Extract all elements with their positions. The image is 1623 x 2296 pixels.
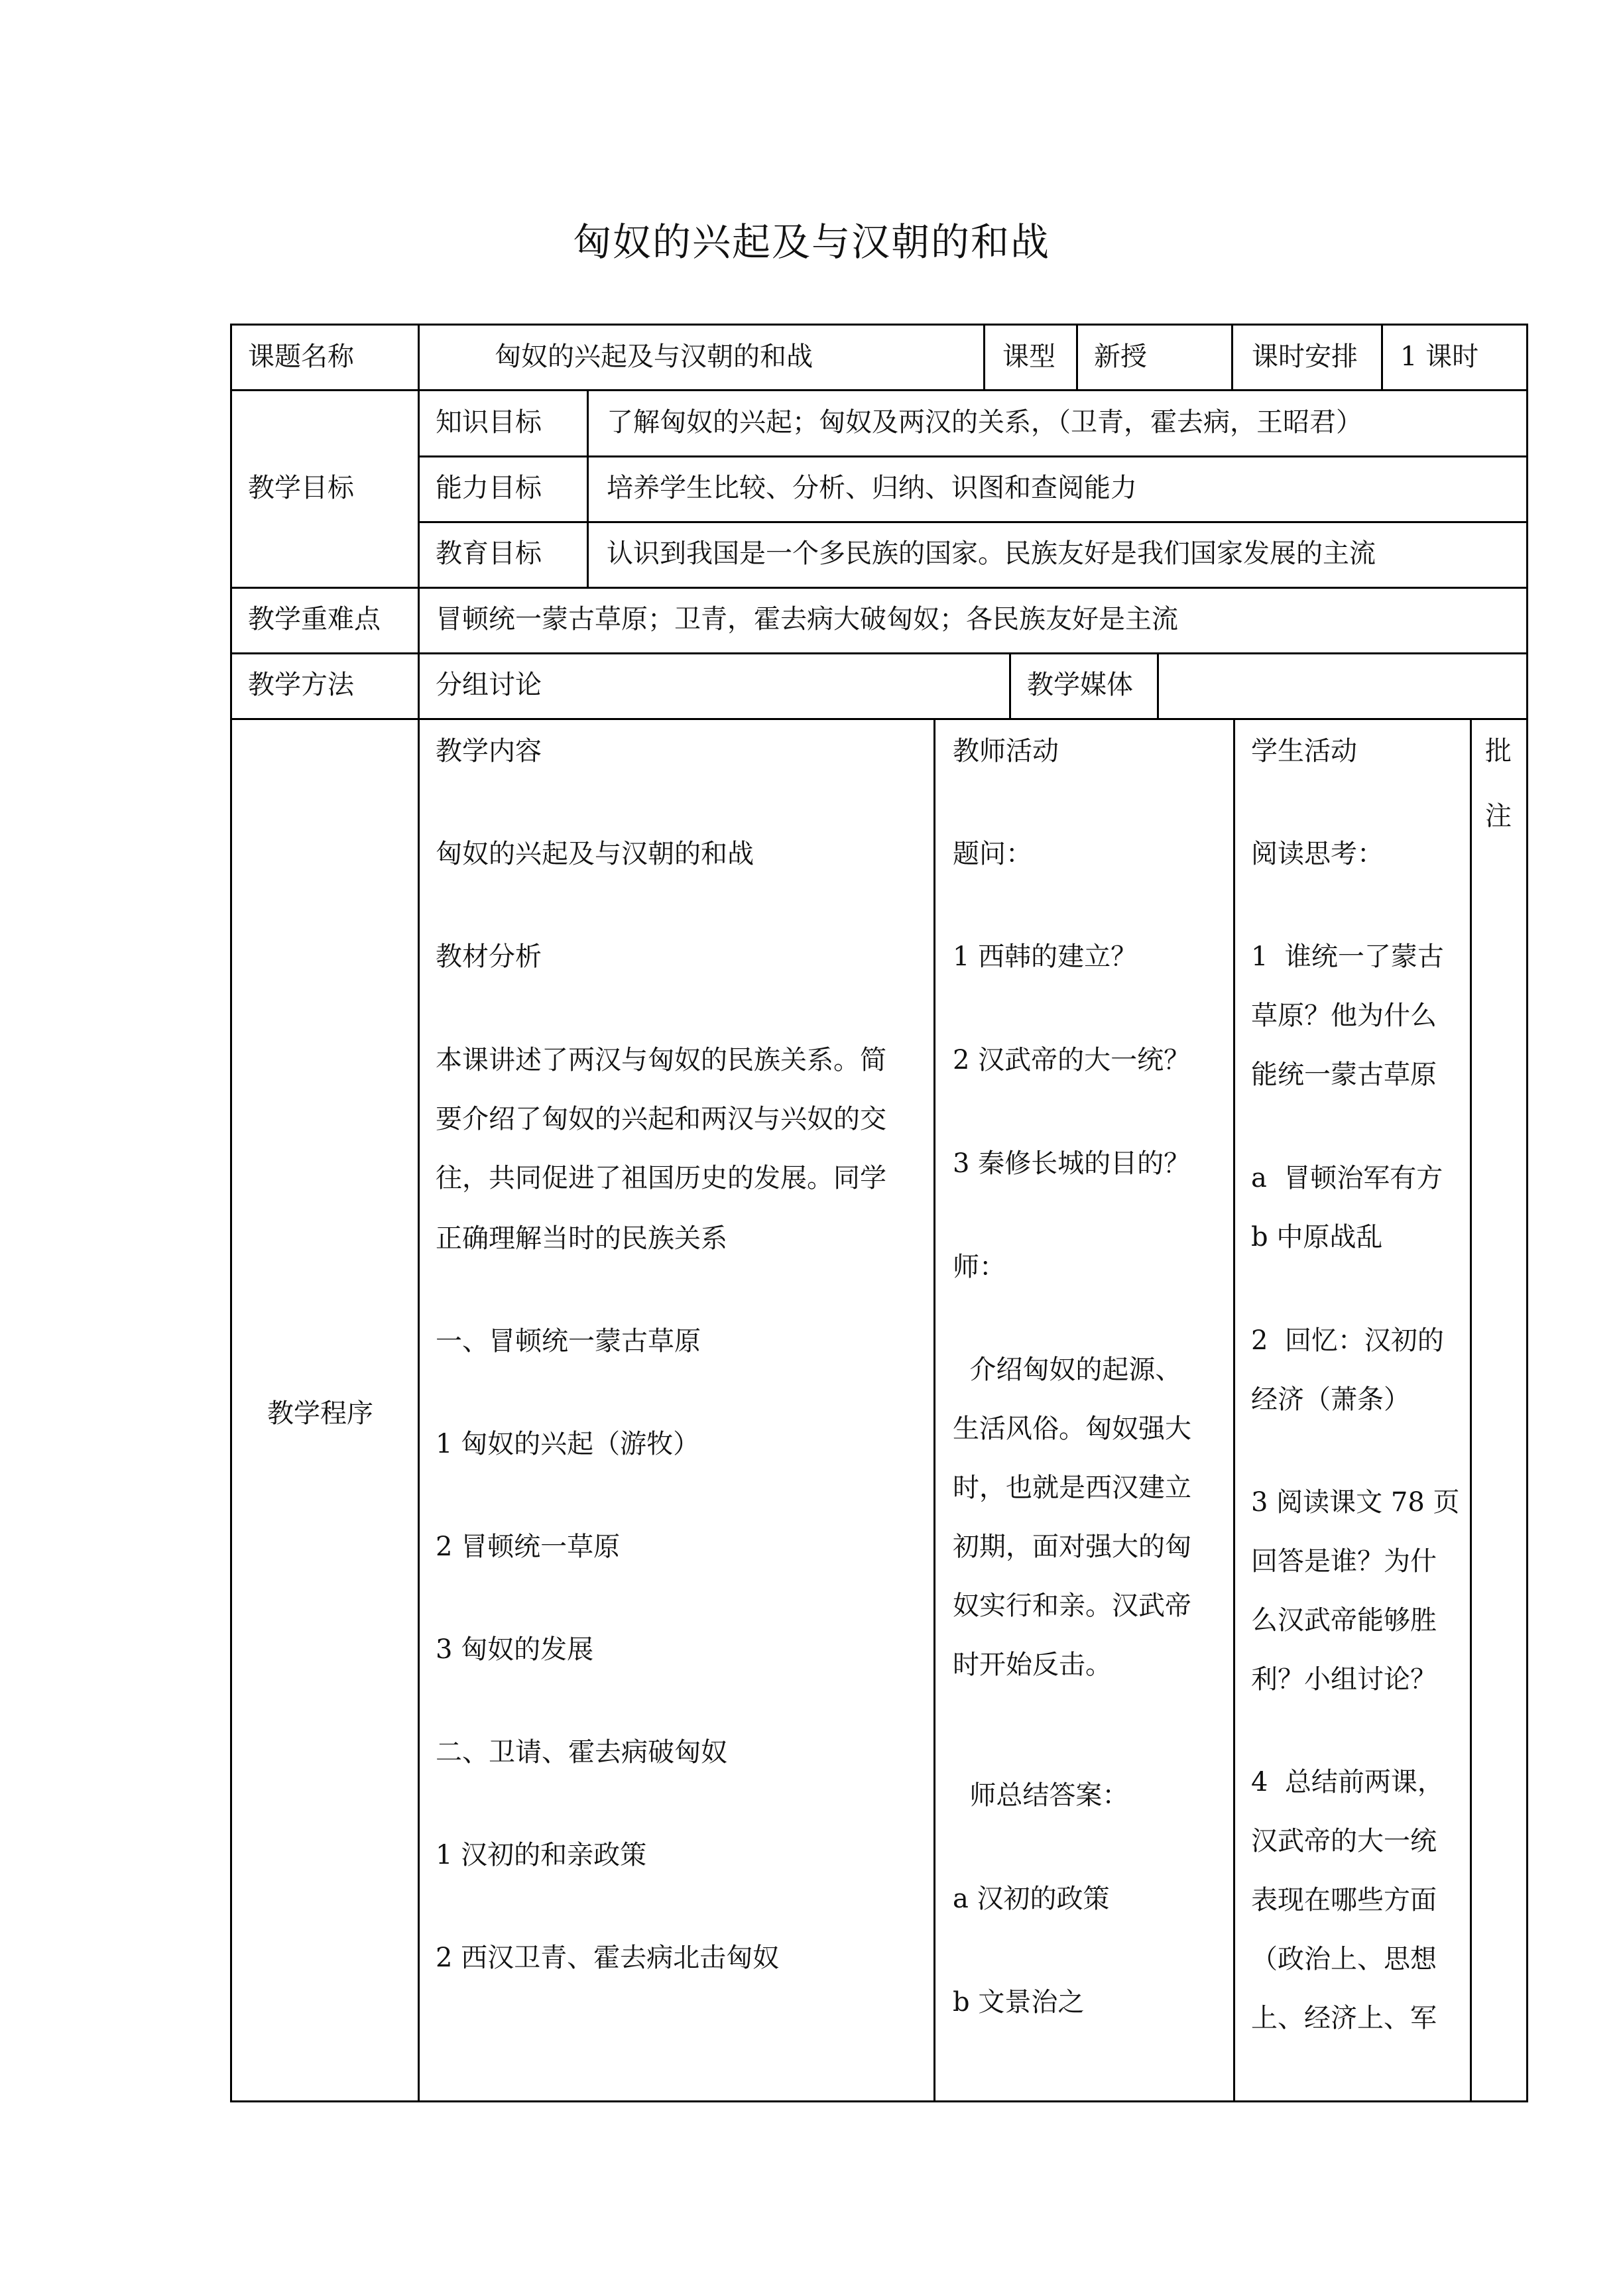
teacher-line: 师： [953, 1252, 1006, 1282]
teacher-line: 奴实行和亲。汉武帝 [953, 1591, 1191, 1621]
knowledge-goal-value: 了解匈奴的兴起；匈奴及两汉的关系，（卫青，霍去病，王昭君） [607, 407, 1362, 438]
topic-value: 匈奴的兴起及与汉朝的和战 [495, 341, 813, 372]
content-line: 1 匈奴的兴起（游牧） [436, 1429, 700, 1459]
content-line: 要介绍了匈奴的兴起和两汉与兴奴的交 [436, 1104, 886, 1134]
teacher-line: 2 汉武帝的大一统？ [953, 1045, 1191, 1075]
teacher-line: 师总结答案： [953, 1780, 1129, 1811]
teacher-line: 介绍匈奴的起源、 [953, 1355, 1182, 1385]
student-line: a 冒顿治军有方 [1251, 1163, 1443, 1193]
type-value: 新授 [1094, 341, 1147, 372]
teacher-line: 教师活动 [953, 736, 1059, 766]
teacher-column [953, 738, 1228, 2090]
education-goal-label: 教育目标 [436, 538, 542, 569]
teacher-line: 3 秦修长城的目的？ [953, 1148, 1191, 1179]
key-points-value: 冒顿统一蒙古草原；卫青，霍去病大破匈奴；各民族友好是主流 [436, 604, 1178, 634]
knowledge-goal-label: 知识目标 [436, 407, 542, 438]
student-line: 么汉武帝能够胜 [1251, 1605, 1437, 1636]
teacher-line: a 汉初的政策 [953, 1884, 1110, 1914]
method-value: 分组讨论 [436, 670, 542, 700]
student-column [1251, 738, 1467, 2090]
procedure-label: 教学程序 [267, 1398, 373, 1429]
media-label: 教学媒体 [1027, 670, 1133, 700]
student-line: 2 回忆：汉初的 [1251, 1325, 1444, 1356]
page-title: 匈奴的兴起及与汉朝的和战 [572, 219, 1050, 265]
student-line: 上、经济上、军 [1251, 2003, 1437, 2033]
content-line: 1 汉初的和亲政策 [436, 1840, 647, 1870]
student-line: 草原？他为什么 [1251, 1000, 1437, 1031]
content-line: 教材分析 [436, 941, 542, 972]
method-label: 教学方法 [248, 670, 354, 700]
student-line: 表现在哪些方面 [1251, 1885, 1437, 1915]
content-line: 教学内容 [436, 736, 542, 766]
student-line: 阅读思考： [1251, 839, 1384, 869]
content-line: 一、冒顿统一蒙古草原 [436, 1326, 701, 1357]
teacher-line: 生活风俗。匈奴强大 [953, 1414, 1191, 1444]
teacher-line: 时，也就是西汉建立 [953, 1473, 1191, 1503]
ability-goal-value: 培养学生比较、分析、归纳、识图和查阅能力 [607, 473, 1137, 503]
content-line: 2 西汉卫青、霍去病北击匈奴 [436, 1943, 780, 1973]
key-points-label: 教学重难点 [248, 604, 381, 634]
education-goal-value: 认识到我国是一个多民族的国家。民族友好是我们国家发展的主流 [607, 538, 1376, 569]
content-line: 2 冒顿统一草原 [436, 1532, 621, 1562]
ability-goal-label: 能力目标 [436, 473, 542, 503]
content-column [436, 738, 926, 2090]
content-line: 3 匈奴的发展 [436, 1634, 594, 1665]
content-line: 二、卫请、霍去病破匈奴 [436, 1737, 727, 1768]
content-line: 本课讲述了两汉与匈奴的民族关系。简 [436, 1045, 886, 1075]
teacher-line: 题问： [953, 839, 1032, 869]
student-line: 1 谁统一了蒙古 [1251, 941, 1444, 972]
student-line: 回答是谁？为什 [1251, 1546, 1437, 1577]
content-line: 往，共同促进了祖国历史的发展。同学 [436, 1163, 886, 1193]
student-line: 4 总结前两课， [1251, 1767, 1444, 1797]
student-line: 汉武帝的大一统 [1251, 1826, 1437, 1856]
teacher-line: 时开始反击。 [953, 1650, 1112, 1680]
schedule-value: 1 课时 [1400, 341, 1479, 372]
goals-label: 教学目标 [248, 473, 354, 503]
student-line: 能统一蒙古草原 [1251, 1059, 1437, 1090]
schedule-label: 课时安排 [1252, 341, 1358, 372]
notes-label-1: 批 [1485, 736, 1512, 766]
student-line: 经济（萧条） [1251, 1384, 1410, 1415]
teacher-line: 1 西韩的建立？ [953, 941, 1138, 972]
teacher-line: b 文景治之 [953, 1987, 1085, 2018]
topic-label: 课题名称 [248, 341, 354, 372]
student-line: （政治上、思想 [1251, 1944, 1437, 1974]
content-line: 匈奴的兴起及与汉朝的和战 [436, 839, 754, 869]
content-line: 正确理解当时的民族关系 [436, 1223, 727, 1254]
student-line: 3 阅读课文 78 页 [1251, 1487, 1460, 1518]
teacher-line: 初期，面对强大的匈 [953, 1532, 1191, 1562]
notes-label-2: 注 [1485, 801, 1512, 831]
student-line: b 中原战乱 [1251, 1222, 1383, 1252]
student-line: 利？小组讨论？ [1251, 1664, 1437, 1695]
student-line: 学生活动 [1251, 736, 1357, 766]
type-label: 课型 [1002, 341, 1055, 372]
